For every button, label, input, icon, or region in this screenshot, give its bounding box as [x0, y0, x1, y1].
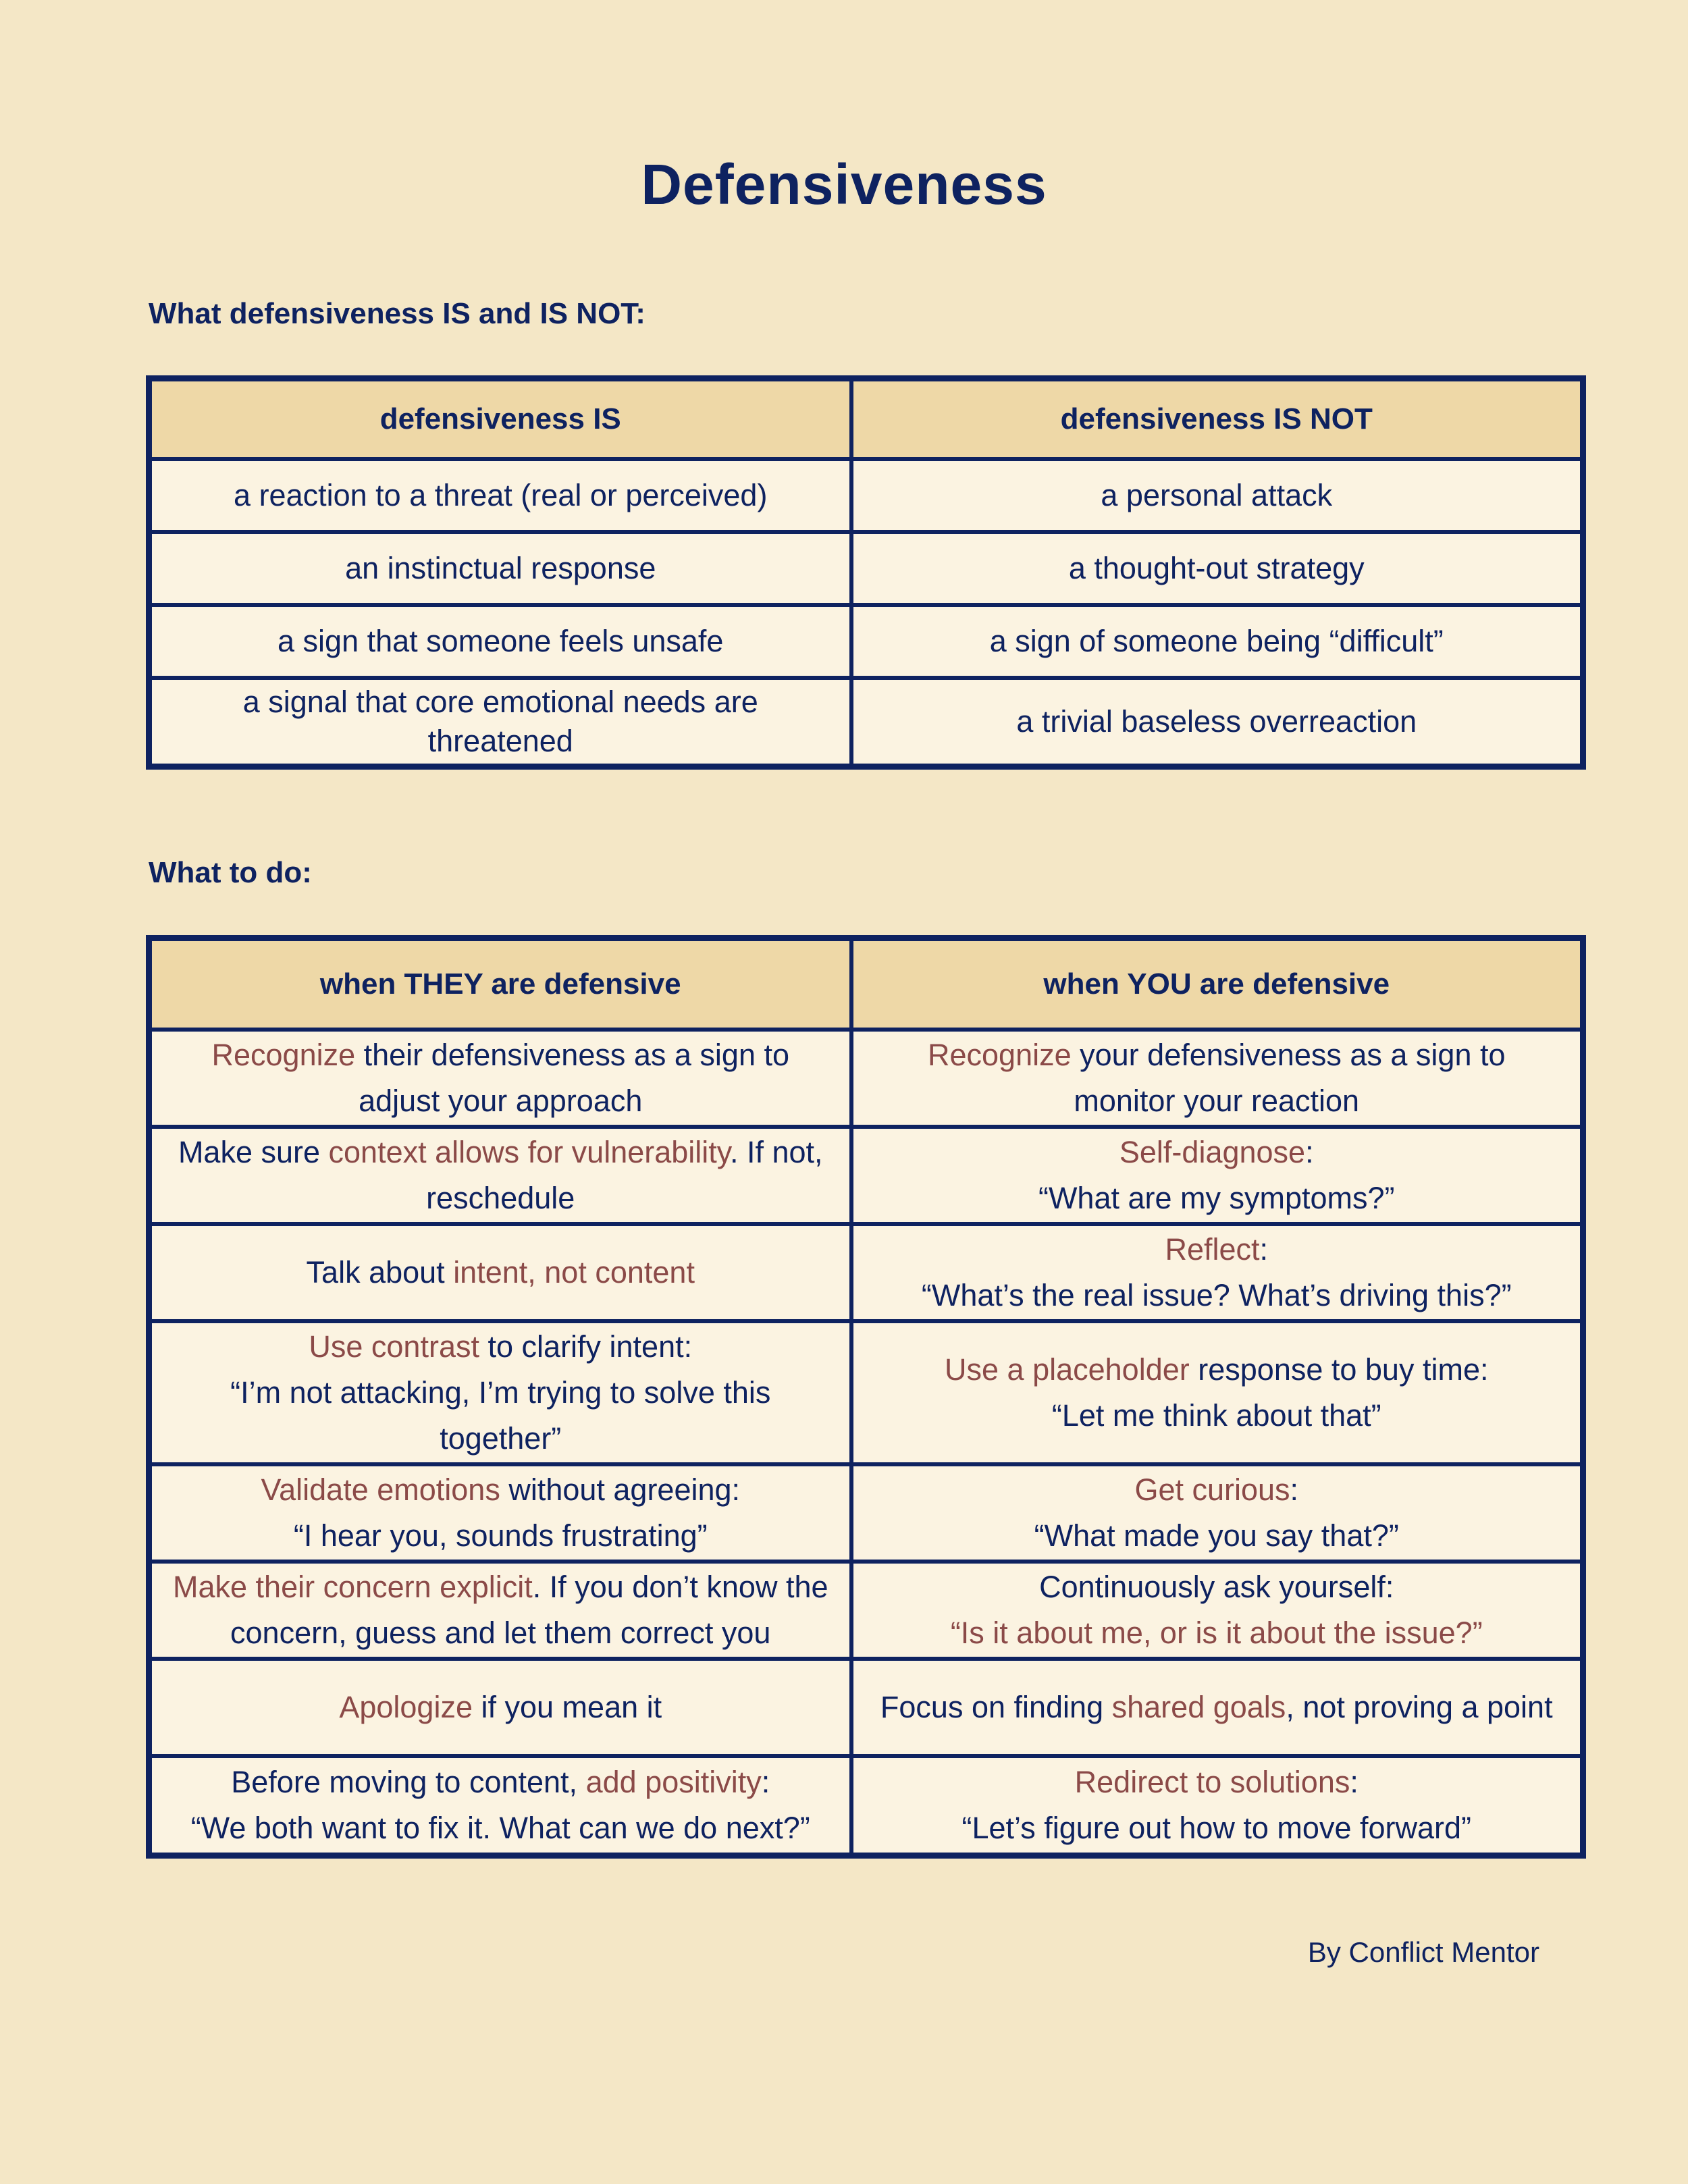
cell-is: an instinctual response [149, 532, 851, 605]
table-row [149, 1464, 1583, 1562]
table-row [149, 532, 1583, 605]
cell-you: Recognize your defensiveness as a sign to monitor your reaction [851, 1030, 1583, 1127]
cell-is: a sign that someone feels unsafe [149, 605, 851, 678]
table-row [149, 459, 1583, 532]
page-title: Defensiveness [641, 153, 1047, 216]
table-row [149, 1659, 1583, 1756]
cell-is-not: a thought-out strategy [851, 532, 1583, 605]
table-row [149, 1562, 1583, 1659]
cell-they: Recognize their defensiveness as a sign to adjust your approach [149, 1030, 851, 1127]
table-row [149, 1321, 1583, 1464]
is-is-not-table [146, 375, 1586, 770]
column-header-is: defensiveness IS [149, 379, 851, 459]
cell-you: Self-diagnose: “What are my symptoms?” [851, 1127, 1583, 1224]
cell-you: Use a placeholder response to buy time: “Let me think about that” [851, 1321, 1583, 1464]
what-to-do-table [146, 935, 1586, 1859]
cell-they: Validate emotions without agreeing: “I hear you, sounds frustrating” [149, 1464, 851, 1562]
table-row [149, 678, 1583, 767]
section-heading-what-to-do: What to do: [149, 856, 312, 889]
cell-they: Make their concern explicit. If you don’t know the concern, guess and let them correct you [149, 1562, 851, 1659]
column-header-they: when THEY are defensive [149, 938, 851, 1030]
section-heading-is-is-not: What defensiveness IS and IS NOT: [149, 297, 645, 330]
table-header-row [149, 938, 1583, 1030]
table-row [149, 1224, 1583, 1321]
column-header-you: when YOU are defensive [851, 938, 1583, 1030]
cell-is-not: a personal attack [851, 459, 1583, 532]
cell-they: Talk about intent, not content [149, 1224, 851, 1321]
cell-is: a signal that core emotional needs are threatened [149, 678, 851, 767]
cell-you: Redirect to solutions: “Let’s figure out how to move forward” [851, 1756, 1583, 1856]
column-header-is-not: defensiveness IS NOT [851, 379, 1583, 459]
cell-is-not: a trivial baseless overreaction [851, 678, 1583, 767]
cell-they: Make sure context allows for vulnerability. If not, reschedule [149, 1127, 851, 1224]
cell-they: Apologize if you mean it [149, 1659, 851, 1756]
footer-credit: By Conflict Mentor [1307, 1936, 1539, 1968]
cell-you: Focus on finding shared goals, not proving a point [851, 1659, 1583, 1756]
cell-is: a reaction to a threat (real or perceived) [149, 459, 851, 532]
cell-they: Use contrast to clarify intent: “I’m not attacking, I’m trying to solve this together” [149, 1321, 851, 1464]
cell-they: Before moving to content, add positivity: “We both want to fix it. What can we do next?” [149, 1756, 851, 1856]
cell-you: Continuously ask yourself: “Is it about me, or is it about the issue?” [851, 1562, 1583, 1659]
table-row [149, 605, 1583, 678]
cell-you: Get curious: “What made you say that?” [851, 1464, 1583, 1562]
table-row [149, 1030, 1583, 1127]
table-row [149, 1756, 1583, 1856]
cell-you: Reflect: “What’s the real issue? What’s driving this?” [851, 1224, 1583, 1321]
table-header-row [149, 379, 1583, 459]
cell-is-not: a sign of someone being “difficult” [851, 605, 1583, 678]
table-row [149, 1127, 1583, 1224]
